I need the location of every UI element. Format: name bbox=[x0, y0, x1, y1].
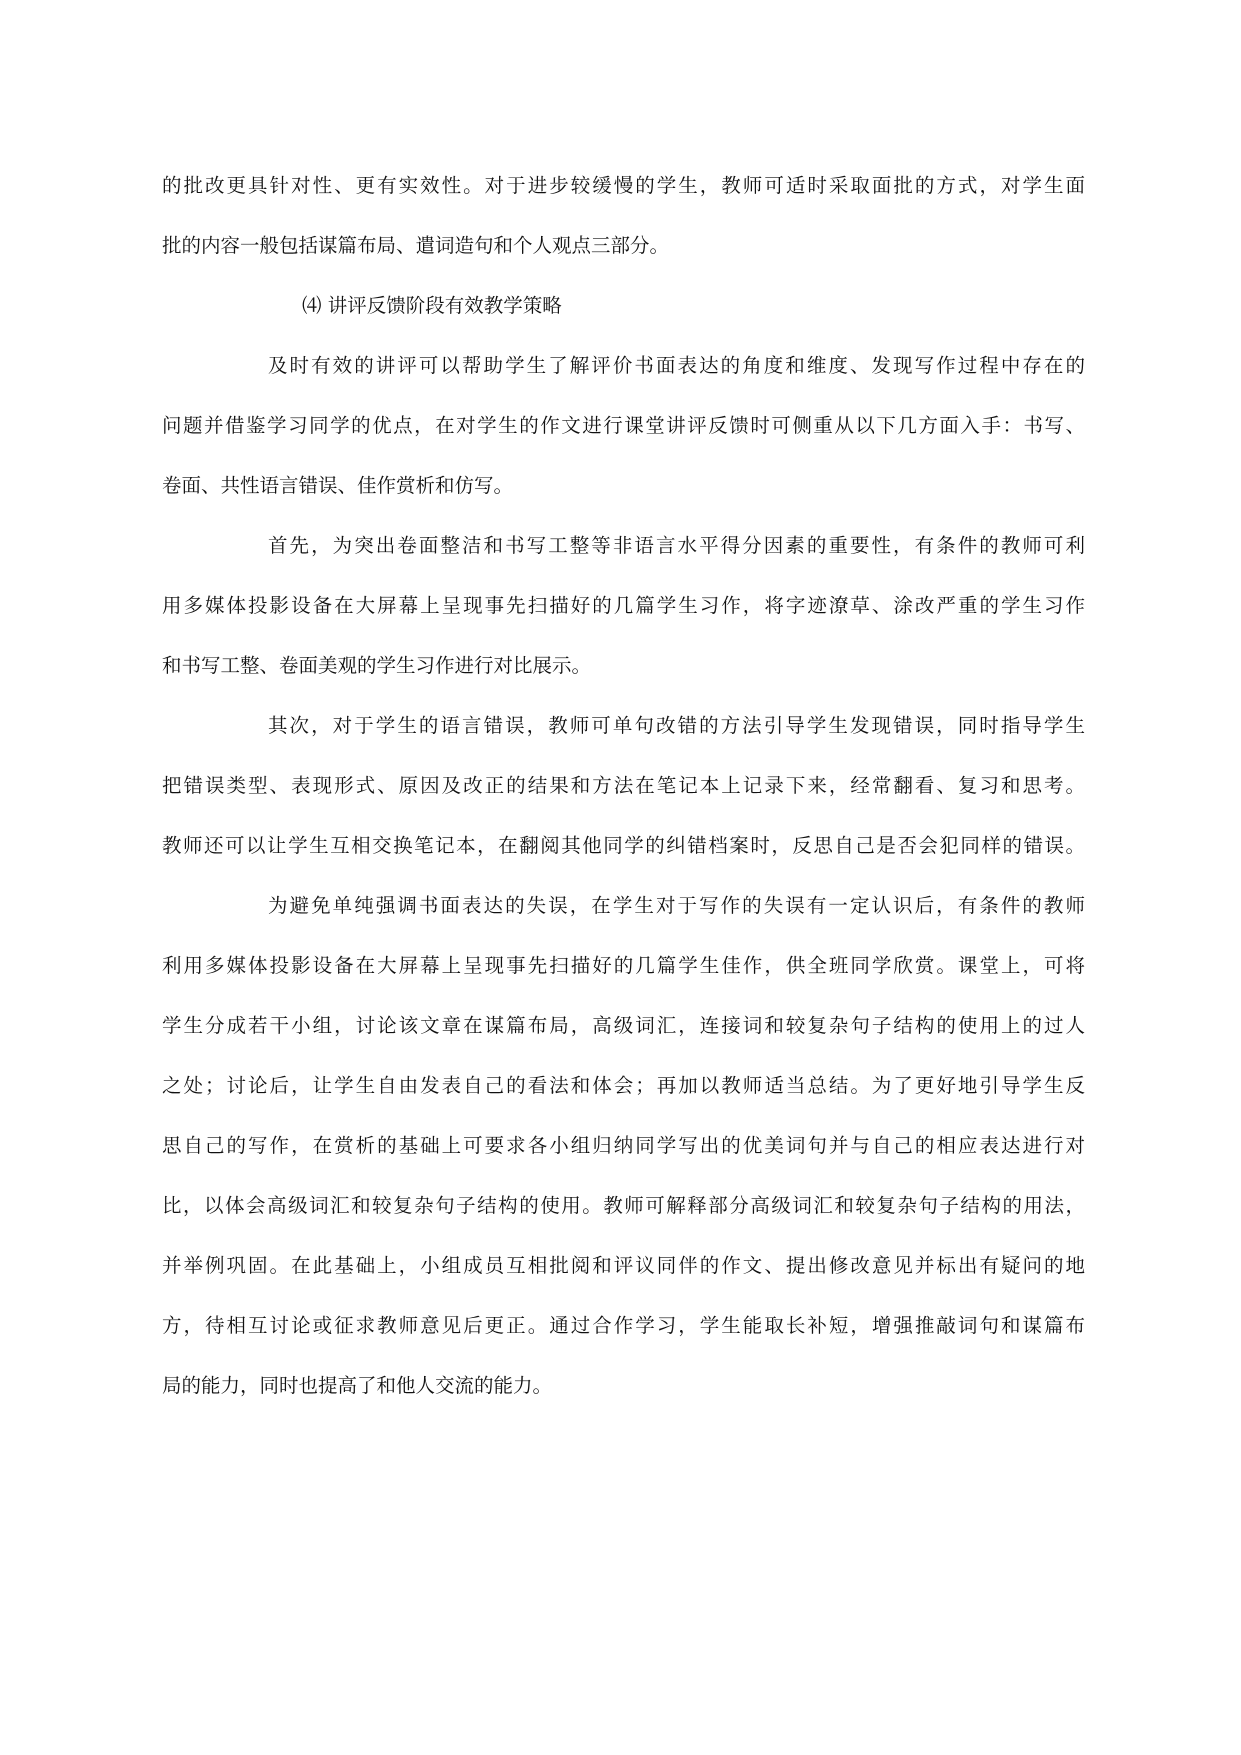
paragraph-5-line-1: 为避免单纯强调书面表达的失误，在学生对于写作的失误有一定认识后，有条件的教师 bbox=[268, 894, 1085, 917]
paragraph-3-line-3: 和书写工整、卷面美观的学生习作进行对比展示。 bbox=[162, 654, 592, 677]
paragraph-5-line-4: 之处；讨论后，让学生自由发表自己的看法和体会；再加以教师适当总结。为了更好地引导学生反 bbox=[162, 1074, 1085, 1097]
paragraph-2-line-1: 及时有效的讲评可以帮助学生了解评价书面表达的角度和维度、发现写作过程中存在的 bbox=[268, 354, 1085, 377]
paragraph-3-line-2: 用多媒体投影设备在大屏幕上呈现事先扫描好的几篇学生习作，将字迹潦草、涂改严重的学生习作 bbox=[162, 594, 1085, 617]
paragraph-5-line-7: 并举例巩固。在此基础上，小组成员互相批阅和评议同伴的作文、提出修改意见并标出有疑问的地 bbox=[162, 1254, 1085, 1277]
paragraph-5-line-3: 学生分成若干小组，讨论该文章在谋篇布局，高级词汇，连接词和较复杂句子结构的使用上的过人 bbox=[162, 1014, 1085, 1037]
paragraph-2-line-2: 问题并借鉴学习同学的优点，在对学生的作文进行课堂讲评反馈时可侧重从以下几方面入手：书写、 bbox=[162, 414, 1085, 437]
paragraph-4-line-2: 把错误类型、表现形式、原因及改正的结果和方法在笔记本上记录下来，经常翻看、复习和思考。 bbox=[162, 774, 1085, 797]
paragraph-5-line-2: 利用多媒体投影设备在大屏幕上呈现事先扫描好的几篇学生佳作，供全班同学欣赏。课堂上，可将 bbox=[162, 954, 1085, 977]
paragraph-4-line-1: 其次，对于学生的语言错误，教师可单句改错的方法引导学生发现错误，同时指导学生 bbox=[268, 714, 1085, 737]
paragraph-5-line-5: 思自己的写作，在赏析的基础上可要求各小组归纳同学写出的优美词句并与自己的相应表达进行对 bbox=[162, 1134, 1085, 1157]
paragraph-5-line-8: 方，待相互讨论或征求教师意见后更正。通过合作学习，学生能取长补短，增强推敲词句和谋篇布 bbox=[162, 1314, 1085, 1337]
paragraph-5-line-6: 比，以体会高级词汇和较复杂句子结构的使用。教师可解释部分高级词汇和较复杂句子结构的用法， bbox=[162, 1194, 1085, 1217]
paragraph-4-line-3: 教师还可以让学生互相交换笔记本，在翻阅其他同学的纠错档案时，反思自己是否会犯同样的错误。 bbox=[162, 834, 1085, 857]
paragraph-2-line-3: 卷面、共性语言错误、佳作赏析和仿写。 bbox=[162, 474, 514, 497]
section-heading: ⑷ 讲评反馈阶段有效教学策略 bbox=[302, 294, 562, 317]
paragraph-5-line-9: 局的能力，同时也提高了和他人交流的能力。 bbox=[162, 1374, 553, 1397]
paragraph-3-line-1: 首先，为突出卷面整洁和书写工整等非语言水平得分因素的重要性，有条件的教师可利 bbox=[268, 534, 1085, 557]
paragraph-1-line-2: 批的内容一般包括谋篇布局、遣词造句和个人观点三部分。 bbox=[162, 234, 670, 257]
paragraph-1-line-1: 的批改更具针对性、更有实效性。对于进步较缓慢的学生，教师可适时采取面批的方式，对学生面 bbox=[162, 174, 1085, 197]
